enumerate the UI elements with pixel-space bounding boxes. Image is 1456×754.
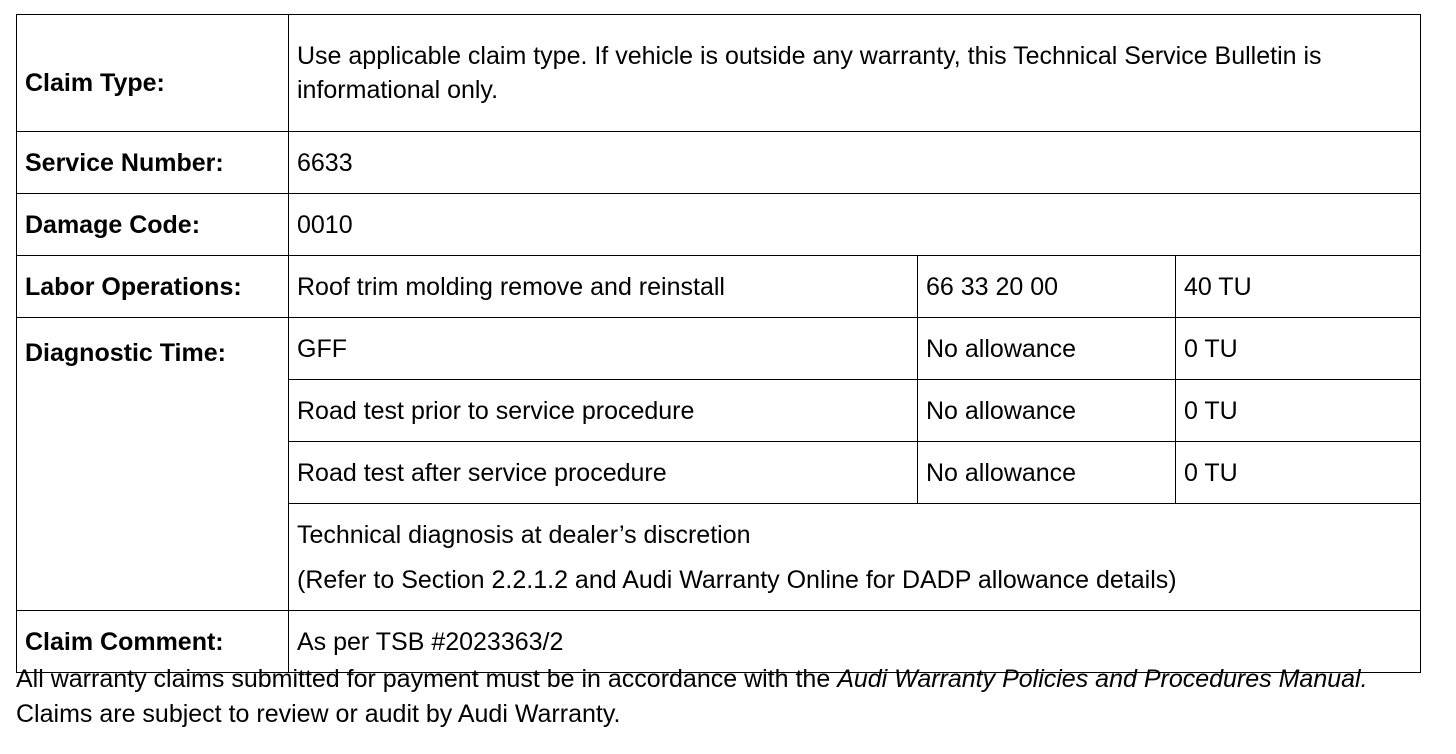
damage-code-value: 0010 <box>289 194 1421 256</box>
policy-manual-title: Audi Warranty Policies and Procedures Manual. <box>837 665 1368 693</box>
technical-diagnosis-line: Technical diagnosis at dealer’s discretion <box>297 520 751 549</box>
diagnostic-allowance: No allowance <box>918 442 1176 504</box>
labor-operation-time: 40 TU <box>1176 256 1421 318</box>
labor-operations-label: Labor Operations: <box>17 256 289 318</box>
diagnostic-time-value: 0 TU <box>1176 318 1421 380</box>
diagnostic-row <box>17 318 1421 380</box>
diagnostic-time-value: 0 TU <box>1176 380 1421 442</box>
service-number-label: Service Number: <box>17 132 289 194</box>
dadp-reference-line: (Refer to Section 2.2.1.2 and Audi Warranty Online for DADP allowance details) <box>297 565 1177 594</box>
service-number-value: 6633 <box>289 132 1421 194</box>
labor-operation-description: Roof trim molding remove and reinstall <box>289 256 918 318</box>
diagnostic-description: Road test prior to service procedure <box>289 380 918 442</box>
claim-comment-value: As per TSB #2023363/2 <box>289 611 1421 673</box>
claim-type-value: Use applicable claim type. If vehicle is outside any warranty, this Technical Service Bulletin is informational only. <box>289 15 1421 132</box>
technical-diagnosis-note <box>289 504 1421 611</box>
labor-operation-code: 66 33 20 00 <box>918 256 1176 318</box>
labor-operations-row <box>17 256 1421 318</box>
damage-code-row <box>17 194 1421 256</box>
footer-text-after: Claims are subject to review or audit by Audi Warranty. <box>16 700 621 728</box>
damage-code-label: Damage Code: <box>17 194 289 256</box>
warranty-claim-table <box>16 14 1421 673</box>
diagnostic-time-value: 0 TU <box>1176 442 1421 504</box>
footer-text-before: All warranty claims submitted for payment must be in accordance with the <box>16 665 838 693</box>
diagnostic-description: GFF <box>289 318 918 380</box>
claim-type-row <box>17 15 1421 132</box>
service-number-row <box>17 132 1421 194</box>
diagnostic-time-label: Diagnostic Time: <box>17 318 289 611</box>
claim-comment-label: Claim Comment: <box>17 611 289 673</box>
warranty-footer-note <box>16 662 1426 732</box>
diagnostic-allowance: No allowance <box>918 318 1176 380</box>
diagnostic-allowance: No allowance <box>918 380 1176 442</box>
diagnostic-description: Road test after service procedure <box>289 442 918 504</box>
claim-type-label: Claim Type: <box>17 15 289 132</box>
